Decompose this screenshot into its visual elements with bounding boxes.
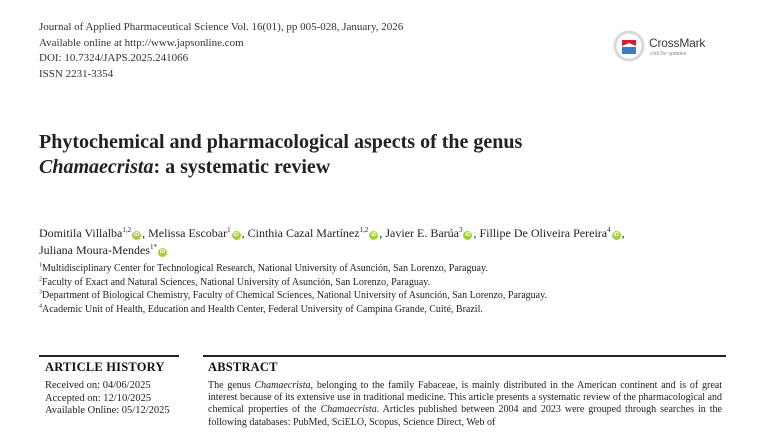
online-date: Available Online: 05/12/2025 — [45, 405, 170, 416]
author-name: Cinthia Cazal Martínez — [247, 226, 360, 240]
author-affil-sup: 3 — [458, 226, 463, 234]
affiliation-item — [39, 289, 547, 303]
author-affil-sup: 1 — [227, 226, 231, 234]
abstract-divider — [203, 355, 726, 357]
title-rest: : a systematic review — [153, 156, 331, 178]
orcid-icon[interactable]: iD — [371, 232, 377, 238]
author-name: Juliana Moura-Mendes — [39, 243, 150, 257]
article-title — [39, 130, 739, 180]
crossmark-badge[interactable] — [613, 30, 706, 62]
abstract-genus-italic: Chamaecrista — [320, 404, 377, 416]
author-list: Domitila Villalba$^{1,2}$iD , Melissa Escobar$^1$iD , Cinthia Cazal Martínez$^{1,2}$iD , Javier E. Barúa$^3$iD , Fillipe De Oliveira Pereira$^4$iD , Juliana Moura-Mendes$^{1*}$iD — [39, 226, 625, 257]
affiliation-number: 1 — [39, 262, 42, 269]
affiliation-number: 2 — [39, 276, 42, 283]
journal-website: Available online at http://www.japsonline.com — [39, 36, 244, 49]
author-affil-sup: 1* — [149, 243, 157, 251]
abstract-body — [208, 380, 722, 429]
article-history-list — [45, 380, 170, 418]
orcid-icon[interactable]: iD — [159, 249, 166, 255]
title-line1: Phytochemical and pharmacological aspects of the genus — [39, 131, 523, 153]
affiliation-text: Multidisciplinary Center for Technological Research, National University of Asunción, San Lorenzo, Paraguay. — [42, 263, 488, 274]
orcid-icon[interactable]: iD — [465, 232, 471, 238]
author-name: Javier E. Barúa — [385, 226, 459, 240]
affiliation-text: Academic Unit of Health, Education and Health Center, Federal University of Campina Grande, Cuité, Brazil. — [42, 303, 483, 315]
crossmark-label: CrossMark — [649, 36, 706, 50]
author-affil-sup: 1,2 — [122, 226, 132, 234]
crossmark-sublabel: click for updates — [650, 51, 687, 57]
issn-line: ISSN 2231-3354 — [39, 67, 114, 80]
affiliation-number: 3 — [39, 289, 42, 296]
abstract-heading: ABSTRACT — [208, 360, 278, 374]
author-affil-sup: 4 — [607, 226, 611, 234]
abstract-genus-italic: Chamaecrista — [254, 380, 311, 391]
affiliation-item — [39, 262, 547, 276]
affiliation-text: Department of Biological Chemistry, Faculty of Chemical Sciences, National University of Asunción, San Lorenzo, Paraguay. — [42, 290, 547, 301]
journal-header — [39, 20, 403, 82]
doi-line: DOI: 10.7324/JAPS.2025.241066 — [39, 52, 189, 64]
abstract-text-segment: The genus — [208, 380, 255, 391]
accepted-date: Accepted on: 12/10/2025 — [45, 392, 152, 404]
article-history-divider — [39, 355, 179, 357]
affiliation-item — [39, 276, 547, 290]
orcid-icon[interactable]: iD — [133, 232, 140, 238]
affiliation-list — [39, 262, 547, 316]
received-date: Received on: 04/06/2025 — [45, 380, 151, 391]
author-name: Fillipe De Oliveira Pereira — [479, 226, 608, 240]
author-affil-sup: 1,2 — [359, 226, 369, 234]
affiliation-item — [39, 303, 547, 317]
affiliation-number: 4 — [39, 303, 42, 310]
author-name: Melissa Escobar — [148, 226, 228, 240]
title-genus: Chamaecrista — [39, 156, 154, 178]
abstract-text-segment: , belonging to the family Fabaceae, is mainly distributed in the American continent and is of great interest because of its extensive use in traditional medicine. This article presents a systematic review of the pharmacological and chemical properties of the — [208, 380, 722, 416]
journal-citation: Journal of Applied Pharmaceutical Science Vol. 16(01), pp 005-028, January, 2026 — [39, 21, 404, 33]
affiliation-text: Faculty of Exact and Natural Sciences, National University of Asunción, San Lorenzo, Paraguay. — [42, 276, 431, 288]
orcid-icon[interactable]: iD — [233, 232, 239, 238]
orcid-icon[interactable]: iD — [613, 232, 619, 238]
article-history-heading: ARTICLE HISTORY — [45, 360, 165, 374]
author-name: Domitila Villalba — [39, 226, 123, 240]
crossmark-logo-icon — [613, 30, 645, 62]
abstract-text-segment: . Articles published between 2004 and 2023 were grouped through searches in the following databases: PubMed, SciELO, Scopus, Science Direct, Web of — [208, 404, 722, 428]
